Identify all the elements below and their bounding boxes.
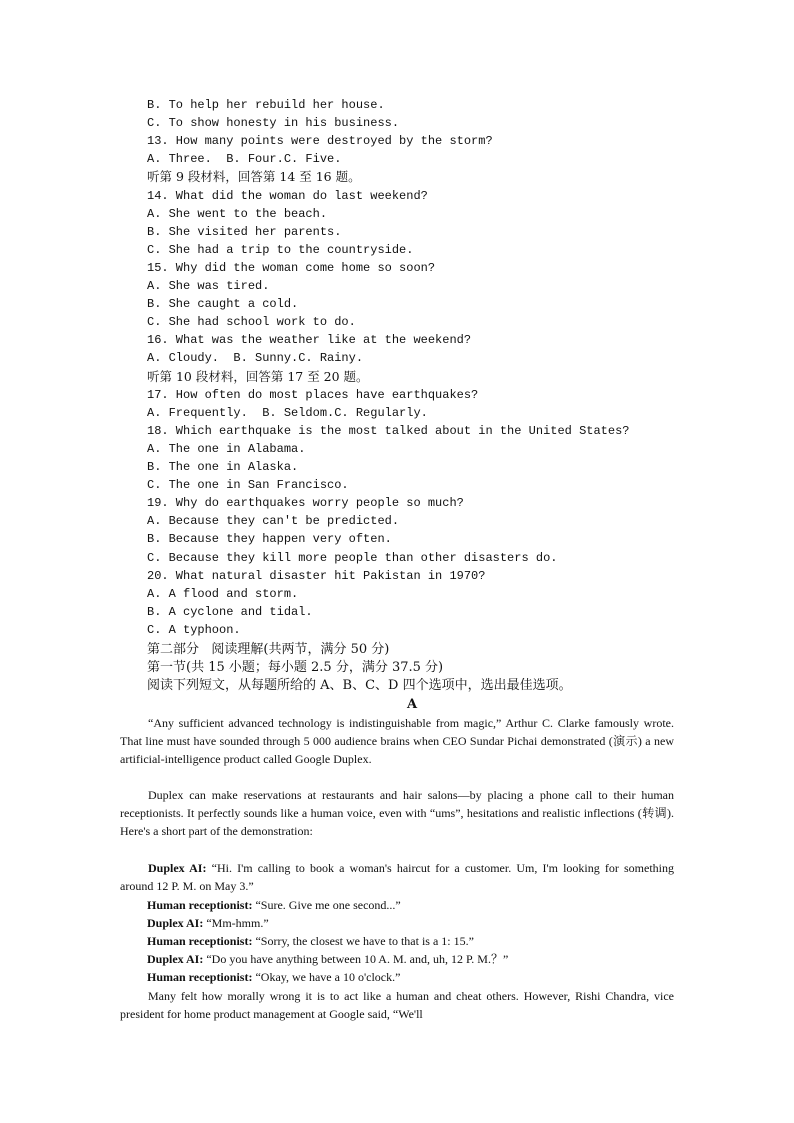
passage-title: A: [407, 697, 418, 712]
question-line: 16. What was the weather like at the weekend?: [147, 333, 472, 348]
dialogue-line-4: [147, 932, 474, 950]
question-line: A. A flood and storm.: [147, 586, 299, 601]
question-line: 14. What did the woman do last weekend?: [147, 188, 428, 203]
dialogue-text: “Okay, we have a 10 o'clock.”: [252, 970, 401, 984]
passage-paragraph-1: “Any sufficient advanced technology is indistinguishable from magic,” Arthur C. Clarke famously wrote. That line must have sounded through 5 000 audience brains when CEO Sundar Pichai demonstrated (演示) a new artificial-intelligence product called Google Duplex.: [120, 716, 674, 767]
question-line: C. She had a trip to the countryside.: [147, 242, 414, 257]
part-two-heading: 第二部分 阅读理解(共两节，满分 50 分): [147, 642, 390, 657]
question-line: B. Because they happen very often.: [147, 532, 392, 547]
dialogue-speaker: Human receptionist:: [147, 934, 253, 948]
question-line: 17. How often do most places have earthquakes?: [147, 387, 479, 402]
question-line: B. A cyclone and tidal.: [147, 604, 313, 619]
question-line: 18. Which earthquake is the most talked about in the United States?: [147, 423, 630, 438]
question-line: C. The one in San Francisco.: [147, 478, 349, 493]
dialogue-speaker: Duplex AI:: [148, 861, 207, 875]
dialogue-text: “Hi. I'm calling to book a woman's haircut for a customer. Um, I'm looking for something around 12 P. M. on May 3.”: [120, 861, 675, 894]
question-line: 15. Why did the woman come home so soon?: [147, 260, 436, 275]
question-line: A. The one in Alabama.: [147, 441, 306, 456]
passage-paragraph-2: Duplex can make reservations at restaurants and hair salons—by placing a phone call to their human receptionists. It perfectly sounds like a human voice, even with “ums”, hesitations and realistic inflections (转调). Here's a short part of the demonstration:: [120, 788, 674, 839]
passage-paragraph-3: Many felt how morally wrong it is to act like a human and cheat others. However, Rishi Chandra, vice president for home product management at Google said, “We'll: [120, 989, 674, 1022]
dialogue-text: “Mm-hmm.”: [203, 916, 269, 930]
question-line: C. She had school work to do.: [147, 315, 356, 330]
question-line: C. A typhoon.: [147, 622, 241, 637]
question-line: 13. How many points were destroyed by the storm?: [147, 134, 493, 149]
question-line: A. Cloudy. B. Sunny.C. Rainy.: [147, 351, 364, 366]
dialogue-text: “Sure. Give me one second...”: [252, 898, 401, 912]
question-line: A. Frequently. B. Seldom.C. Regularly.: [147, 405, 428, 420]
dialogue-speaker: Duplex AI:: [147, 916, 204, 930]
question-line: A. Because they can't be predicted.: [147, 514, 400, 529]
question-line: C. To show honesty in his business.: [147, 116, 400, 131]
question-line: B. She visited her parents.: [147, 224, 342, 239]
dialogue-line-1: [120, 859, 674, 895]
dialogue-line-6: [147, 968, 400, 986]
dialogue-line-2: [147, 896, 401, 914]
dialogue-text: “Do you have anything between 10 A. M. and, uh, 12 P. M.？”: [203, 952, 509, 966]
listening-instruction: 听第 9 段材料，回答第 14 至 16 题。: [147, 169, 361, 185]
question-line: C. Because they kill more people than other disasters do.: [147, 550, 558, 565]
listening-instruction: 听第 10 段材料，回答第 17 至 20 题。: [147, 368, 369, 384]
reading-instruction: 阅读下列短文，从每题所给的 A、B、C、D 四个选项中，选出最佳选项。: [147, 678, 572, 693]
dialogue-speaker: Human receptionist:: [147, 898, 253, 912]
dialogue-speaker: Human receptionist:: [147, 970, 253, 984]
question-line: 19. Why do earthquakes worry people so much?: [147, 496, 464, 511]
section-one-heading: 第一节(共 15 小题；每小题 2.5 分，满分 37.5 分): [147, 660, 444, 675]
question-line: B. The one in Alaska.: [147, 460, 299, 474]
dialogue-speaker: Duplex AI:: [147, 952, 204, 966]
question-line: A. She was tired.: [147, 279, 270, 293]
question-line: B. To help her rebuild her house.: [147, 98, 385, 112]
question-line: A. She went to the beach.: [147, 206, 328, 221]
dialogue-line-3: [147, 914, 269, 932]
dialogue-text: “Sorry, the closest we have to that is a 1: 15.”: [252, 934, 474, 948]
question-line: A. Three. B. Four.C. Five.: [147, 152, 342, 167]
question-line: B. She caught a cold.: [147, 297, 299, 312]
dialogue-line-5: [147, 950, 508, 968]
question-line: 20. What natural disaster hit Pakistan in 1970?: [147, 568, 486, 583]
